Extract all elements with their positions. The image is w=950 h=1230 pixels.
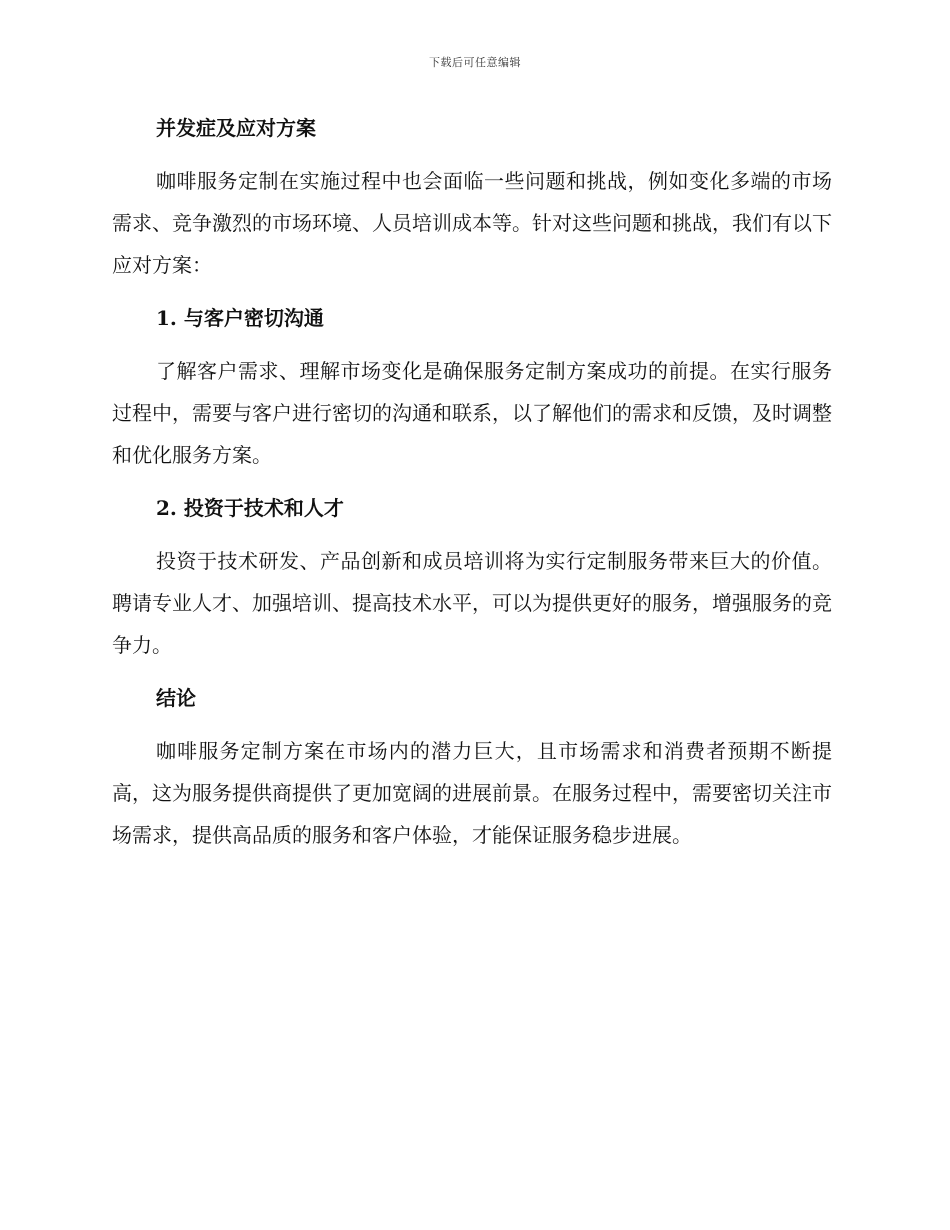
document-body — [112, 110, 832, 856]
section-heading-complications: 并发症及应对方案 — [156, 116, 316, 140]
section-heading-investment: 2. 投资于技术和人才 — [156, 496, 344, 520]
section-paragraph-complications: 咖啡服务定制在实施过程中也会面临一些问题和挑战，例如变化多端的市场需求、竞争激烈的市场环境、人员培训成本等。针对这些问题和挑战，我们有以下应对方案： — [112, 169, 832, 277]
section-paragraph-investment: 投资于技术研发、产品创新和成员培训将为实行定制服务带来巨大的价值。聘请专业人才、加强培训、提高技术水平，可以为提供更好的服务，增强服务的竞争力。 — [112, 549, 832, 657]
section-paragraph-communication: 了解客户需求、理解市场变化是确保服务定制方案成功的前提。在实行服务过程中，需要与客户进行密切的沟通和联系，以了解他们的需求和反馈，及时调整和优化服务方案。 — [112, 359, 832, 467]
section-heading-conclusion: 结论 — [156, 686, 196, 710]
section-paragraph-conclusion: 咖啡服务定制方案在市场内的潜力巨大，且市场需求和消费者预期不断提高，这为服务提供商提供了更加宽阔的进展前景。在服务过程中，需要密切关注市场需求，提供高品质的服务和客户体验，才能保证服务稳步进展。 — [112, 739, 832, 847]
section-heading-communication: 1. 与客户密切沟通 — [156, 306, 324, 330]
page-header: 下载后可任意编辑 — [429, 56, 521, 69]
